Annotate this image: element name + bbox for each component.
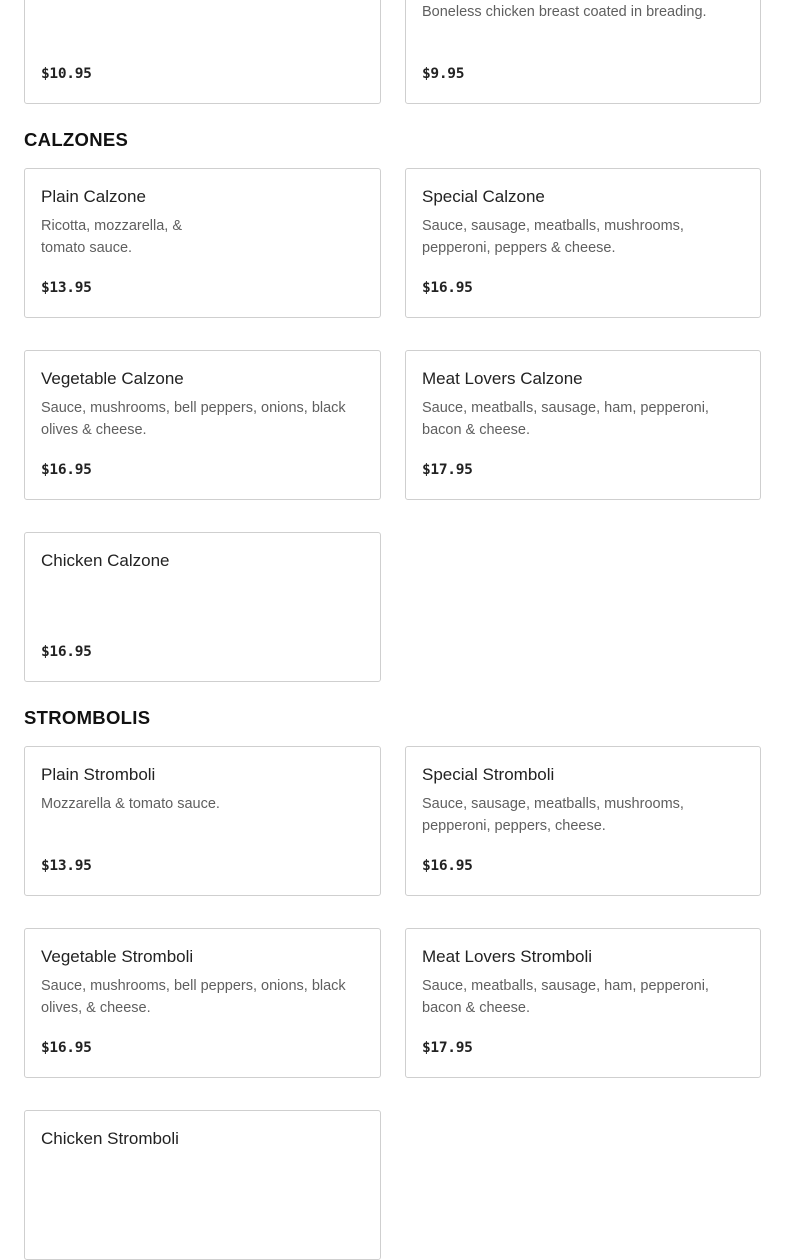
- item-name: Special Calzone: [422, 187, 545, 206]
- menu-item-card[interactable]: [405, 0, 761, 104]
- item-name: Meat Lovers Stromboli: [422, 947, 593, 966]
- item-description: Ricotta, mozzarella, & tomato sauce.: [41, 218, 183, 256]
- menu-item-card-plain-calzone[interactable]: [24, 168, 381, 318]
- item-name: Vegetable Calzone: [41, 369, 184, 388]
- item-name: Meat Lovers Calzone: [422, 369, 583, 388]
- item-description: Sauce, sausage, meatballs, mushrooms, pepperoni, peppers & cheese.: [422, 218, 684, 256]
- item-price: $16.95: [41, 462, 92, 478]
- section-title-strombolis: STROMBOLIS: [24, 707, 151, 728]
- item-price: $17.95: [422, 462, 473, 478]
- item-description: Sauce, mushrooms, bell peppers, onions, black olives, & cheese.: [41, 978, 346, 1016]
- menu-item-card-chicken-stromboli[interactable]: [24, 1110, 381, 1260]
- menu-item-card[interactable]: [24, 0, 381, 104]
- item-description: Sauce, mushrooms, bell peppers, onions, black olives & cheese.: [41, 400, 346, 438]
- item-price: $10.95: [41, 66, 92, 82]
- menu-item-card-plain-stromboli[interactable]: [24, 746, 381, 896]
- menu-item-card-vegetable-stromboli[interactable]: [24, 928, 381, 1078]
- item-name: Plain Stromboli: [41, 765, 156, 784]
- item-price: $17.95: [422, 1040, 473, 1056]
- menu-item-card-meat-lovers-stromboli[interactable]: [405, 928, 761, 1078]
- item-name: Vegetable Stromboli: [41, 947, 194, 966]
- menu-item-card-vegetable-calzone[interactable]: [24, 350, 381, 500]
- item-name: Chicken Calzone: [41, 551, 170, 570]
- item-description: Sauce, sausage, meatballs, mushrooms, pepperoni, peppers, cheese.: [422, 796, 684, 834]
- item-price: $9.95: [422, 66, 465, 82]
- menu-item-card-meat-lovers-calzone[interactable]: [405, 350, 761, 500]
- item-description: Boneless chicken breast coated in breading.: [422, 4, 707, 20]
- item-price: $13.95: [41, 858, 92, 874]
- section-title-calzones: CALZONES: [24, 129, 129, 150]
- item-price: $16.95: [422, 280, 473, 296]
- item-price: $16.95: [422, 858, 473, 874]
- item-description: Sauce, meatballs, sausage, ham, pepperoni, bacon & cheese.: [422, 400, 709, 438]
- item-description: Sauce, meatballs, sausage, ham, pepperoni, bacon & cheese.: [422, 978, 709, 1016]
- item-price: $13.95: [41, 280, 92, 296]
- item-description: Mozzarella & tomato sauce.: [41, 796, 220, 812]
- item-price: $16.95: [41, 644, 92, 660]
- item-name: Chicken Stromboli: [41, 1129, 179, 1148]
- item-price: $16.95: [41, 1040, 92, 1056]
- item-name: Plain Calzone: [41, 187, 146, 206]
- menu-item-card-special-stromboli[interactable]: [405, 746, 761, 896]
- menu-item-card-special-calzone[interactable]: [405, 168, 761, 318]
- item-name: Special Stromboli: [422, 765, 555, 784]
- menu-item-card-chicken-calzone[interactable]: [24, 532, 381, 682]
